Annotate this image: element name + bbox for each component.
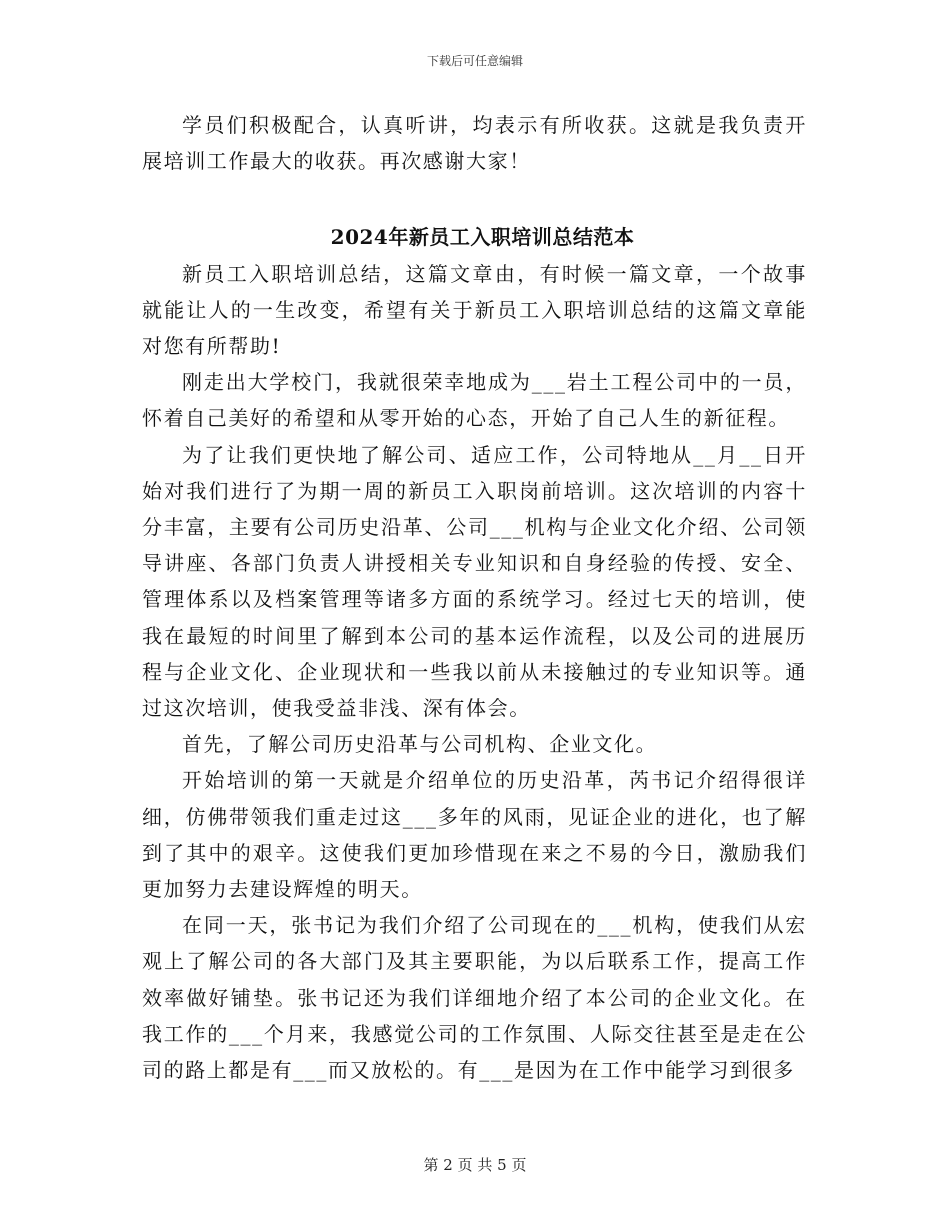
intro-paragraph: 学员们积极配合，认真听讲，均表示有所收获。这就是我负责开展培训工作最大的收获。再次感谢大家！ bbox=[142, 113, 807, 174]
paragraph-3: 为了让我们更快地了解公司、适应工作，公司特地从__月__日开始对我们进行了为期一周的新员工入职岗前培训。这次培训的内容十分丰富，主要有公司历史沿革、公司___机构与企业文化介绍、公司领导讲座、各部门负责人讲授相关专业知识和自身经验的传授、安全、管理体系以及档案管理等诸多方面的系统学习。经过七天的培训，使我在最短的时间里了解到本公司的基本运作流程，以及公司的进展历程与企业文化、企业现状和一些我以前从未接触过的专业知识等。通过这次培训，使我受益非浅、深有体会。 bbox=[142, 442, 807, 721]
paragraph-2: 刚走出大学校门，我就很荣幸地成为___岩土工程公司中的一员，怀着自己美好的希望和从零开始的心态，开始了自己人生的新征程。 bbox=[142, 370, 807, 431]
paragraph-5: 开始培训的第一天就是介绍单位的历史沿革，芮书记介绍得很详细，仿佛带领我们重走过这___多年的风雨，见证企业的进化，也了解到了其中的艰辛。这使我们更加珍惜现在来之不易的今日，激励我们更加努力去建设辉煌的明天。 bbox=[142, 768, 807, 902]
document-title: 2024年新员工入职培训总结范本 bbox=[330, 225, 635, 250]
page-number: 第 2 页 共 5 页 bbox=[423, 1156, 527, 1174]
paragraph-1: 新员工入职培训总结，这篇文章由，有时候一篇文章，一个故事就能让人的一生改变，希望有关于新员工入职培训总结的这篇文章能对您有所帮助! bbox=[142, 261, 807, 359]
document-body bbox=[142, 107, 807, 1088]
page-header: 下载后可任意编辑 bbox=[426, 54, 523, 68]
paragraph-4: 首先，了解公司历史沿革与公司机构、企业文化。 bbox=[182, 732, 658, 757]
paragraph-6: 在同一天，张书记为我们介绍了公司现在的___机构，使我们从宏观上了解公司的各大部门及其主要职能，为以后联系工作，提高工作效率做好铺垫。张书记还为我们详细地介绍了本公司的企业文化。在我工作的___个月来，我感觉公司的工作氛围、人际交往甚至是走在公司的路上都是有___而又放松的。有___是因为在工作中能学习到很多 bbox=[142, 913, 807, 1083]
